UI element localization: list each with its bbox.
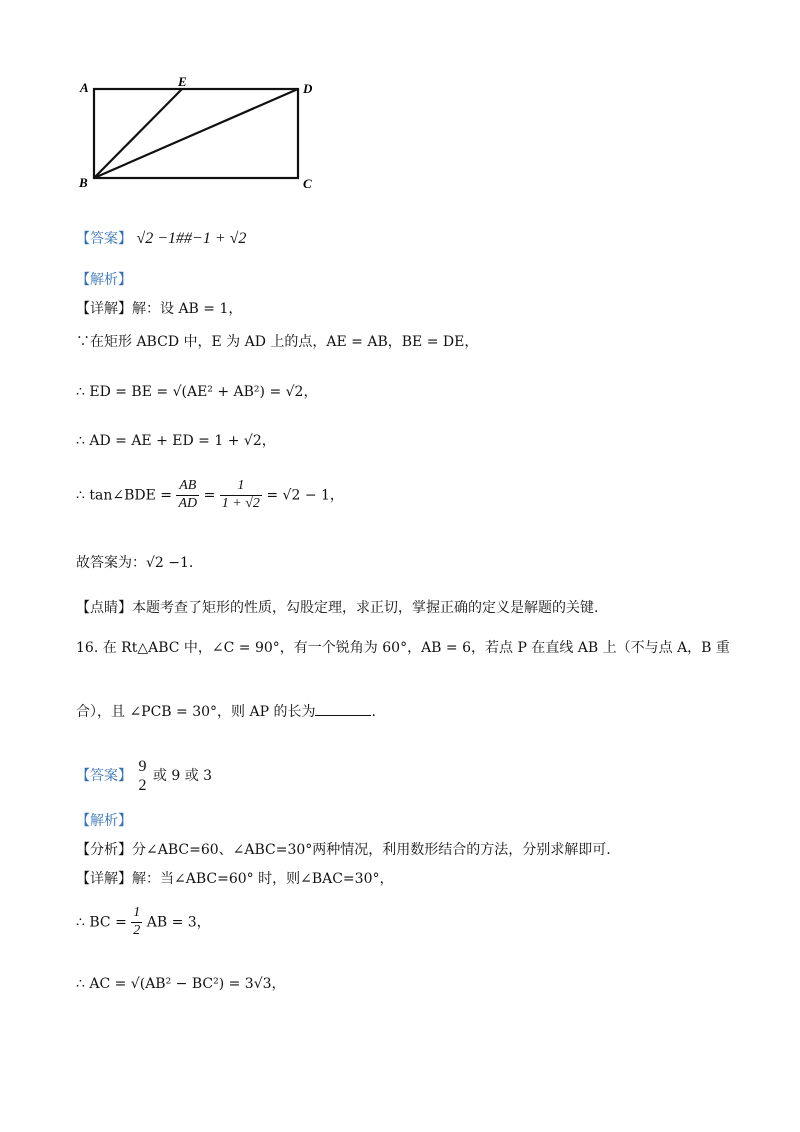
answer-text: 或 9 或 3 [152, 768, 213, 785]
answer-text: √2 −1##−1 + √2 [136, 230, 247, 247]
fraction-1-1plusroot2 [220, 478, 262, 513]
fraction-denominator: AD [178, 495, 198, 511]
fraction-numerator: 1 [220, 478, 262, 496]
fenxi-text: 分∠ABC=60、∠ABC=30°两种情况，利用数形结合的方法，分别求解即可. [132, 842, 611, 858]
detail-text: 解：设 AB = 1， [132, 301, 243, 317]
detail-tag: 【详解】 [76, 871, 132, 887]
tan-prefix: ∴ tan∠BDE = [76, 487, 172, 504]
tan-result: = √2 − 1， [266, 487, 344, 504]
detail-line-1 [76, 301, 242, 318]
comment-line [76, 600, 598, 617]
question-16-period: . [371, 704, 376, 720]
comment-text: 本题考查了矩形的性质，勾股定理，求正切，掌握正确的定义是解题的关键. [132, 600, 599, 616]
segment-bd [94, 89, 298, 178]
fraction-denominator: 2 [133, 922, 141, 938]
question-16-line-2 [76, 703, 376, 721]
label-a: A [80, 80, 89, 95]
fraction-ab-ad [176, 478, 199, 513]
detail-tag: 【详解】 [76, 301, 132, 317]
label-b: B [79, 175, 88, 190]
rectangle-figure [74, 72, 334, 197]
label-d: D [303, 81, 313, 96]
analysis-heading-1 [76, 272, 132, 289]
label-c: C [303, 176, 312, 191]
detail-text: 解：当∠ABC=60° 时，则∠BAC=30°， [132, 871, 394, 887]
comment-tag: 【点睛】 [76, 600, 132, 616]
bc-result: AB = 3， [146, 914, 211, 931]
fraction-denominator: 1 + √2 [221, 495, 260, 511]
answer-tag: 【答案】 [76, 768, 132, 785]
analysis-tag: 【解析】 [76, 813, 132, 829]
detail-line-4: ∴ AD = AE + ED = 1 + √2， [76, 433, 276, 449]
segment-be [94, 89, 182, 178]
answer-tag: 【答案】 [76, 231, 132, 247]
answer-fraction [136, 757, 148, 795]
question-16-line-1: 16. 在 Rt△ABC 中，∠C = 90°，有一个锐角为 60°，AB = 6，若点 P 在直线 AB 上（不与点 A，B 重 [76, 640, 730, 656]
label-e: E [178, 74, 187, 89]
detail-line-5: ∴ tan∠BDE = $\frac{AB}{AD}$ = $\frac{1}{1 + √2}$ = √2 − 1， [76, 478, 344, 511]
detail-line-6: 故答案为：√2 −1. [76, 555, 194, 571]
question-16-text: 合），且 ∠PCB = 30°，则 AP 的长为 [76, 704, 316, 720]
answer-line-2 [76, 757, 212, 795]
fraction-numerator: 1 [131, 905, 142, 923]
analysis-heading-2 [76, 813, 132, 830]
answer-line-1 [76, 229, 246, 248]
fenxi-tag: 【分析】 [76, 842, 132, 858]
detail-line-2: ∵在矩形 ABCD 中，E 为 AD 上的点，AE = AB，BE = DE， [76, 334, 479, 350]
bc-prefix: ∴ BC = [76, 914, 127, 931]
fraction-half [131, 905, 142, 940]
fenxi-line [76, 842, 611, 859]
analysis-tag: 【解析】 [76, 272, 132, 288]
detail2-line-2 [76, 905, 211, 940]
detail2-line-1 [76, 871, 393, 888]
fraction-numerator: 9 [138, 758, 147, 775]
fraction-denominator: 2 [138, 777, 147, 795]
fraction-numerator: AB [176, 478, 199, 496]
answer-blank [315, 703, 371, 716]
detail-line-3: ∴ ED = BE = √(AE² + AB²) = √2， [76, 384, 318, 400]
detail2-line-3: ∴ AC = √(AB² − BC²) = 3√3， [76, 976, 286, 992]
